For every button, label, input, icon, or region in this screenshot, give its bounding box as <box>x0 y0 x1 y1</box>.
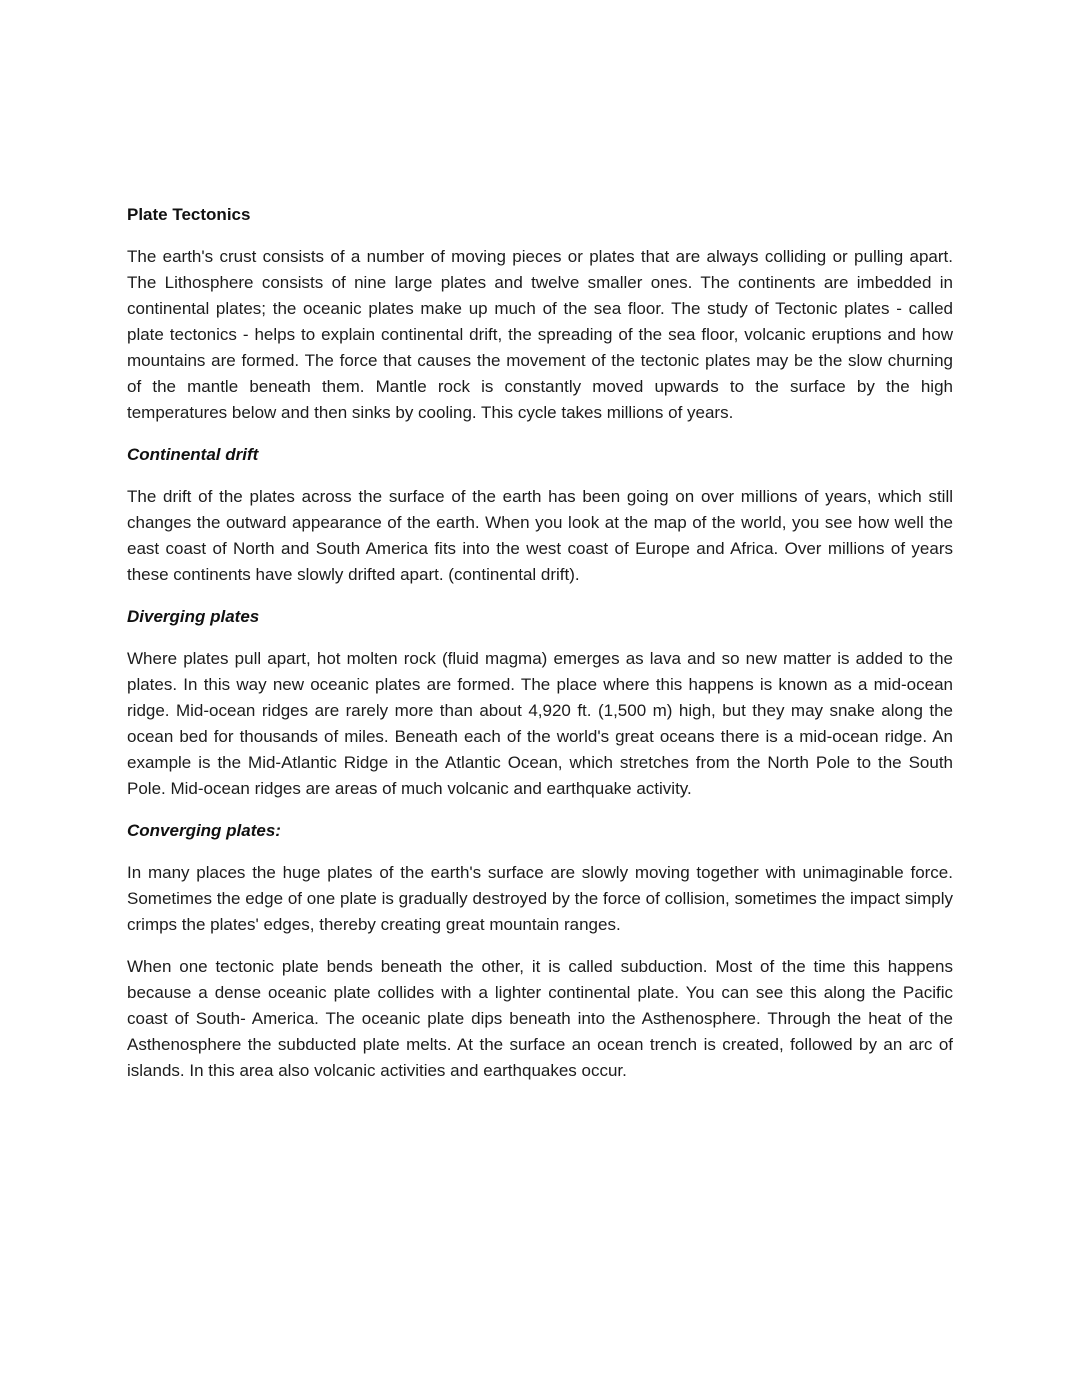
paragraph-subduction: When one tectonic plate bends beneath the other, it is called subduction. Most of the time this happens because a dense oceanic plate collides with a lighter continental plate. You can see this along the Pacific coast of South- America. The oceanic plate dips beneath into the Asthenosphere. Through the heat of the Asthenosphere the subducted plate melts. At the surface an ocean trench is created, followed by an arc of islands. In this area also volcanic activities and earthquakes occur. <box>127 957 953 1080</box>
heading-diverging-plates: Diverging plates <box>127 607 260 626</box>
paragraph-plate-tectonics-intro: The earth's crust consists of a number of moving pieces or plates that are always colliding or pulling apart. The Lithosphere consists of nine large plates and twelve smaller ones. The continents are imbedded in continental plates; the oceanic plates make up much of the sea floor. The study of Tectonic plates - called plate tectonics - helps to explain continental drift, the spreading of the sea floor, volcanic eruptions and how mountains are formed. The force that causes the movement of the tectonic plates may be the slow churning of the mantle beneath them. Mantle rock is constantly moved upwards to the surface by the high temperatures below and then sinks by cooling. This cycle takes millions of years. <box>127 247 953 422</box>
paragraph-converging-plates: In many places the huge plates of the earth's surface are slowly moving together with unimaginable force. Sometimes the edge of one plate is gradually destroyed by the force of collision, sometimes the impact simply crimps the plates' edges, thereby creating great mountain ranges. <box>127 863 953 934</box>
paragraph-diverging-plates: Where plates pull apart, hot molten rock (fluid magma) emerges as lava and so new matter is added to the plates. In this way new oceanic plates are formed. The place where this happens is known as a mid-ocean ridge. Mid-ocean ridges are rarely more than about 4,920 ft. (1,500 m) high, but they may snake along the ocean bed for thousands of miles. Beneath each of the world's great oceans there is a mid-ocean ridge. An example is the Mid-Atlantic Ridge in the Atlantic Ocean, which stretches from the North Pole to the South Pole. Mid-ocean ridges are areas of much volcanic and earthquake activity. <box>127 649 953 798</box>
heading-converging-plates: Converging plates: <box>127 821 281 840</box>
heading-continental-drift: Continental drift <box>127 445 259 464</box>
document-title: Plate Tectonics <box>127 205 251 224</box>
paragraph-continental-drift: The drift of the plates across the surface of the earth has been going on over millions of years, which still changes the outward appearance of the earth. When you look at the map of the world, you see how well the east coast of North and South America fits into the west coast of Europe and Africa. Over millions of years these continents have slowly drifted apart. (continental drift). <box>127 487 953 584</box>
